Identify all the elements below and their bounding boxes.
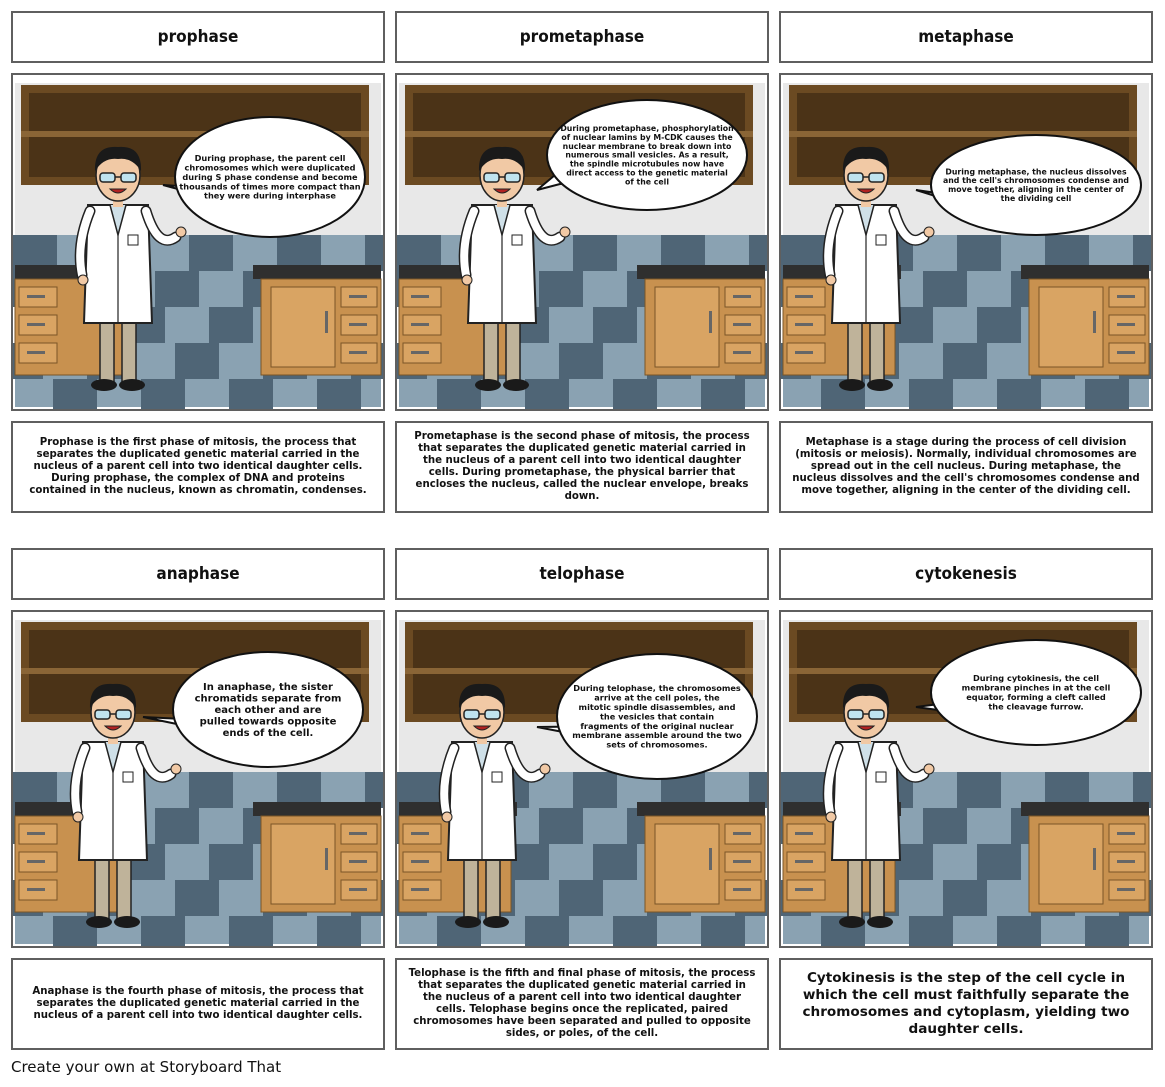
- lab-scene: [397, 612, 767, 946]
- drawer-handle: [27, 351, 45, 354]
- shelf-back-top: [797, 93, 1129, 131]
- drawer-handle: [795, 832, 813, 835]
- speech-line: of the cell: [625, 177, 669, 187]
- right-counter: [637, 265, 765, 375]
- speech-line: arrive at the cell poles, the: [594, 692, 720, 703]
- drawer-handle: [1117, 832, 1135, 835]
- drawer-handle: [795, 323, 813, 326]
- lab-scene: [781, 75, 1151, 409]
- speech-line: move together, aligning in the center of: [948, 185, 1124, 195]
- right-hand: [560, 227, 570, 237]
- speech-line: the spindle microtubules now have: [569, 159, 725, 169]
- drawer-handle: [349, 860, 367, 863]
- floor-tile: [539, 808, 583, 844]
- floor-tile: [155, 808, 199, 844]
- panel-description: Prophase is the first phase of mitosis, the process that separates the duplicated genetic material carried in the nucleus of a parent cell into two identical daughter cells. During prophase, the complex of DNA and proteins contained in the nucleus, known as chromatin, condenses.: [29, 437, 367, 496]
- speech-line: thousands of times more compact than: [179, 181, 361, 192]
- left-shoe: [86, 916, 112, 928]
- speech-line: ends of the cell.: [222, 728, 314, 739]
- panel-description: Telophase is the fifth and final phase of mitosis, the process that separates the duplicated genetic material carried in the nucleus of a parent cell into two identical daughter cells. Telophase begins once the replicated, paired chromosomes have been separated and pulled to opposite sides, or poles, of the cell.: [408, 968, 756, 1039]
- right-hand: [176, 227, 186, 237]
- glasses-left-lens: [95, 710, 110, 719]
- panel-title-box: [395, 11, 769, 63]
- panel-description: Cytokinesis is the step of the cell cycle in which the cell must faithfully separate the chromosomes and cytoplasm, yielding two daughter cells.: [802, 970, 1130, 1037]
- panel-title: anaphase: [156, 564, 240, 584]
- floor-tile: [613, 916, 657, 946]
- floor-tile: [977, 844, 1021, 880]
- drawer-handle: [1117, 860, 1135, 863]
- drawer-handle: [349, 351, 367, 354]
- scene-panel: [395, 73, 769, 411]
- drawer-handle: [349, 323, 367, 326]
- lab-scene: [397, 75, 767, 409]
- left-shoe: [839, 916, 865, 928]
- drawer-handle: [411, 832, 429, 835]
- countertop: [1021, 265, 1149, 279]
- floor-tile: [229, 916, 273, 946]
- floor-tile: [593, 844, 637, 880]
- scene-panel: [395, 610, 769, 948]
- footer-credit[interactable]: Create your own at Storyboard That: [11, 1058, 282, 1076]
- right-counter: [1021, 265, 1149, 375]
- door-handle: [1093, 311, 1096, 333]
- speech-line: and the cell's chromosomes condense and: [943, 176, 1129, 186]
- floor-tile: [317, 379, 361, 409]
- right-shoe: [867, 916, 893, 928]
- floor-tile: [1085, 379, 1129, 409]
- drawer-handle: [795, 860, 813, 863]
- drawer-handle: [411, 295, 429, 298]
- glasses-right-lens: [116, 710, 131, 719]
- right-shoe: [503, 379, 529, 391]
- glasses-left-lens: [848, 173, 863, 182]
- left-shoe: [91, 379, 117, 391]
- drawer-handle: [27, 295, 45, 298]
- panel-description: Metaphase is a stage during the process of cell division (mitosis or meiosis). Normally, individual chromosomes are spread out in the cell nucleus. During metaphase, the nucleus dissolves and the cell's chromosomes condense and move together, aligning in the center of the dividing cell.: [792, 437, 1140, 496]
- drawer-handle: [27, 832, 45, 835]
- left-hand: [73, 812, 83, 822]
- scene-panel: [779, 610, 1153, 948]
- left-leg: [100, 315, 114, 383]
- floor-tile: [909, 916, 953, 946]
- floor-tile: [957, 235, 1001, 271]
- right-hand: [924, 227, 934, 237]
- description-box: [395, 421, 769, 513]
- floor-tile: [923, 808, 967, 844]
- speech-line: the dividing cell: [1000, 194, 1072, 204]
- right-leg: [506, 315, 520, 383]
- panel-title-box: [779, 548, 1153, 600]
- panel-title: prophase: [157, 27, 239, 47]
- left-leg: [848, 852, 862, 920]
- speech-line: During telophase, the chromosomes: [573, 683, 741, 694]
- speech-line: During metaphase, the nucleus dissolves: [945, 167, 1127, 177]
- door-handle: [709, 311, 712, 333]
- panel-description: Anaphase is the fourth phase of mitosis, the process that separates the duplicated genetic material carried in the nucleus of a parent cell into two identical daughter cells.: [32, 986, 364, 1021]
- floor-tile: [209, 844, 253, 880]
- drawer-handle: [349, 295, 367, 298]
- left-leg: [464, 852, 478, 920]
- glasses-right-lens: [485, 710, 500, 719]
- right-shoe: [114, 916, 140, 928]
- right-counter: [253, 265, 381, 375]
- panel-title-box: [779, 11, 1153, 63]
- speech-line: During prometaphase, phosphorylation: [560, 123, 734, 133]
- drawer-handle: [27, 888, 45, 891]
- drawer-handle: [795, 351, 813, 354]
- left-hand: [462, 275, 472, 285]
- glasses-left-lens: [484, 173, 499, 182]
- floor-tile: [155, 271, 199, 307]
- drawer-handle: [733, 295, 751, 298]
- glasses-left-lens: [464, 710, 479, 719]
- panel-title-box: [11, 11, 385, 63]
- floor-tile: [539, 271, 583, 307]
- panel-title: metaphase: [918, 27, 1014, 47]
- floor-tile: [573, 235, 617, 271]
- shelf-board: [789, 131, 1137, 137]
- floor-tile: [175, 343, 219, 379]
- speech-line: the vesicles that contain: [599, 711, 715, 722]
- speech-line: numerous small vesicles. As a result,: [565, 150, 729, 160]
- floor-tile: [53, 379, 97, 409]
- drawer-handle: [27, 860, 45, 863]
- floor-tile: [209, 307, 253, 343]
- speech-line: fragments of the original nuclear: [580, 720, 734, 731]
- description-box: [11, 958, 385, 1050]
- glasses-right-lens: [869, 710, 884, 719]
- left-hand: [78, 275, 88, 285]
- right-leg: [870, 315, 884, 383]
- floor-tile: [943, 343, 987, 379]
- left-leg: [95, 852, 109, 920]
- drawer-handle: [733, 832, 751, 835]
- countertop: [1021, 802, 1149, 816]
- speech-line: equator, forming a cleft called: [966, 692, 1106, 703]
- right-leg: [870, 852, 884, 920]
- floor-tile: [317, 916, 361, 946]
- floor-tile: [559, 343, 603, 379]
- floor-tile: [175, 880, 219, 916]
- speech-line: the cleavage furrow.: [988, 701, 1084, 712]
- glasses-right-lens: [505, 173, 520, 182]
- description-box: [779, 958, 1153, 1050]
- speech-line: sets of chromosomes.: [606, 739, 708, 750]
- description-box: [779, 421, 1153, 513]
- floor-tile: [1085, 916, 1129, 946]
- drawer-handle: [733, 351, 751, 354]
- drawer-handle: [795, 295, 813, 298]
- right-leg: [122, 315, 136, 383]
- left-shoe: [839, 379, 865, 391]
- speech-line: chromatids separate from: [194, 693, 342, 705]
- speech-line: they were during interphase: [204, 190, 336, 201]
- drawer-handle: [411, 323, 429, 326]
- speech-line: pulled towards opposite: [199, 716, 337, 728]
- floor-tile: [229, 379, 273, 409]
- floor-tile: [189, 235, 233, 271]
- floor-tile: [593, 307, 637, 343]
- right-hand: [540, 764, 550, 774]
- drawer-handle: [411, 351, 429, 354]
- door-handle: [1093, 848, 1096, 870]
- speech-line: chromosomes which were duplicated: [184, 162, 356, 173]
- drawer-handle: [349, 832, 367, 835]
- drawer-handle: [733, 860, 751, 863]
- speech-line: During cytokinesis, the cell: [972, 673, 1100, 684]
- left-hand: [442, 812, 452, 822]
- panel-title: cytokenesis: [915, 564, 1017, 584]
- lab-scene: [781, 612, 1151, 946]
- floor-tile: [943, 880, 987, 916]
- drawer-handle: [795, 888, 813, 891]
- floor-tile: [997, 916, 1041, 946]
- floor-tile: [613, 379, 657, 409]
- scene-panel: [779, 73, 1153, 411]
- left-shoe: [475, 379, 501, 391]
- panel-title: telophase: [539, 564, 625, 584]
- floor-tile: [909, 379, 953, 409]
- lab-scene: [13, 75, 383, 409]
- description-box: [395, 958, 769, 1050]
- drawer-handle: [27, 323, 45, 326]
- floor-tile: [525, 379, 569, 409]
- countertop: [637, 265, 765, 279]
- glasses-right-lens: [121, 173, 136, 182]
- drawer-handle: [1117, 351, 1135, 354]
- right-hand: [171, 764, 181, 774]
- drawer-handle: [733, 888, 751, 891]
- left-leg: [484, 315, 498, 383]
- speech-line: direct access to the genetic material: [566, 168, 728, 178]
- lab-scene: [13, 612, 383, 946]
- drawer-handle: [1117, 295, 1135, 298]
- right-hand: [924, 764, 934, 774]
- speech-text: [560, 124, 733, 187]
- right-shoe: [867, 379, 893, 391]
- drawer-handle: [349, 888, 367, 891]
- glasses-left-lens: [100, 173, 115, 182]
- left-hand: [826, 275, 836, 285]
- panel-title-box: [11, 548, 385, 600]
- speech-line: each other and are: [214, 705, 322, 716]
- right-counter: [637, 802, 765, 912]
- door-handle: [325, 848, 328, 870]
- panel-title-box: [395, 548, 769, 600]
- description-box: [11, 421, 385, 513]
- glasses-left-lens: [848, 710, 863, 719]
- floor-tile: [141, 916, 185, 946]
- right-shoe: [483, 916, 509, 928]
- door-handle: [325, 311, 328, 333]
- right-shoe: [119, 379, 145, 391]
- countertop: [253, 802, 381, 816]
- countertop: [253, 265, 381, 279]
- speech-line: During prophase, the parent cell: [194, 153, 346, 164]
- floor-tile: [573, 772, 617, 808]
- floor-tile: [437, 379, 481, 409]
- right-leg: [117, 852, 131, 920]
- drawer-handle: [1117, 888, 1135, 891]
- right-counter: [1021, 802, 1149, 912]
- floor-tile: [997, 379, 1041, 409]
- floor-tile: [701, 916, 745, 946]
- drawer-handle: [1117, 323, 1135, 326]
- speech-line: of nuclear lamins by M-CDK causes the: [561, 132, 733, 142]
- panel-description: Prometaphase is the second phase of mitosis, the process that separates the duplicated genetic material carried in the nucleus of a parent cell into two identical daughter cells. During prometaphase, the physical barrier that encloses the nucleus, called the nuclear envelope, breaks down.: [414, 431, 750, 502]
- floor-tile: [977, 307, 1021, 343]
- drawer-handle: [411, 860, 429, 863]
- drawer-handle: [411, 888, 429, 891]
- speech-line: during S phase condense and become: [182, 171, 358, 182]
- floor-tile: [923, 271, 967, 307]
- left-leg: [848, 315, 862, 383]
- countertop: [637, 802, 765, 816]
- scene-panel: [11, 610, 385, 948]
- scene-panel: [11, 73, 385, 411]
- floor-tile: [189, 772, 233, 808]
- floor-tile: [141, 379, 185, 409]
- floor-tile: [559, 880, 603, 916]
- right-leg: [486, 852, 500, 920]
- speech-line: membrane assemble around the two: [572, 730, 742, 741]
- glasses-right-lens: [869, 173, 884, 182]
- right-counter: [253, 802, 381, 912]
- floor-tile: [701, 379, 745, 409]
- left-hand: [826, 812, 836, 822]
- speech-line: In anaphase, the sister: [203, 682, 333, 693]
- door-handle: [709, 848, 712, 870]
- speech-line: membrane pinches in at the cell: [961, 682, 1111, 693]
- floor-tile: [525, 916, 569, 946]
- floor-tile: [957, 772, 1001, 808]
- speech-line: mitotic spindle disassembles, and: [578, 701, 736, 712]
- left-shoe: [455, 916, 481, 928]
- speech-line: nuclear membrane to break down into: [562, 141, 732, 151]
- panel-title: prometaphase: [519, 27, 645, 47]
- speech-text: [179, 153, 360, 201]
- drawer-handle: [733, 323, 751, 326]
